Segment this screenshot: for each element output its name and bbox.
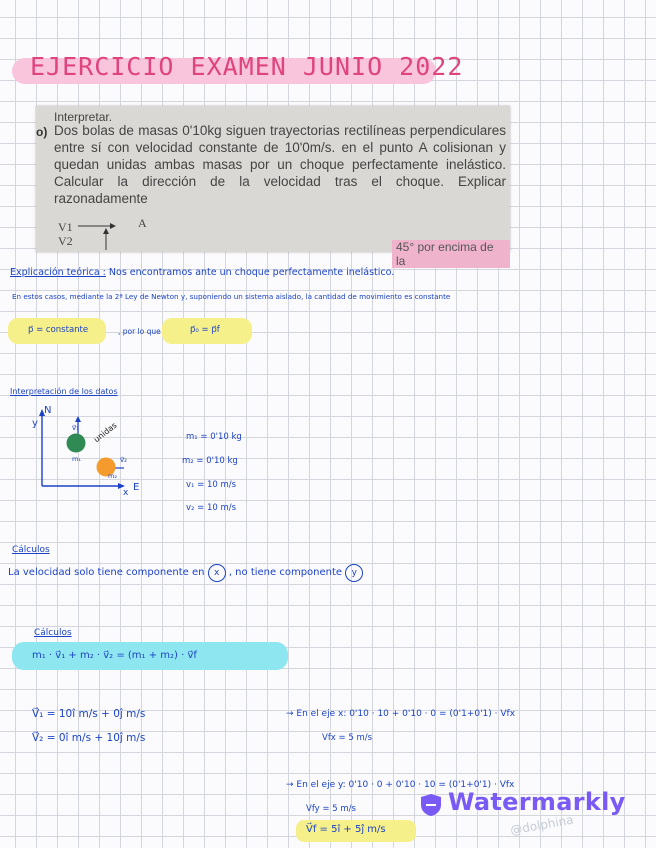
unidas-label: unidas — [92, 420, 119, 445]
explicacion-line1 — [10, 267, 394, 278]
calculos1-text-a: La velocidad solo tiene componente en — [8, 567, 205, 578]
ball-1 — [67, 434, 86, 453]
axis-x-label: x — [123, 488, 129, 498]
v1-label: v⃗₁ — [72, 424, 79, 432]
calculos2-label: Cálculos — [34, 628, 72, 638]
calculos1-label: Cálculos — [12, 545, 50, 555]
data-v1: v₁ = 10 m/s — [186, 480, 237, 490]
data-v2: v₂ = 10 m/s — [186, 503, 237, 513]
calculos1-line — [8, 564, 363, 582]
formula-connector: , por lo que — [118, 327, 161, 336]
data-m1: m₁ = 0'10 kg — [186, 432, 242, 442]
problem-heading: Interpretar. — [54, 110, 113, 124]
explicacion-text: Nos encontramos ante un choque perfectamente inelástico. — [108, 267, 395, 278]
vfx-result: Vfx = 5 m/s — [322, 733, 373, 743]
axis-e-label: E — [133, 482, 140, 493]
watermark-sub: @dolphina — [509, 812, 575, 838]
problem-arrows — [76, 218, 136, 252]
watermark-brand: Watermarkly — [448, 788, 626, 816]
problem-v1-label: V1 — [58, 220, 73, 234]
data-m2: m₂ = 0'10 kg — [182, 456, 238, 466]
axis-y-label: y — [32, 418, 38, 429]
final-velocity: V⃗f = 5î + 5ĵ m/s — [306, 824, 386, 835]
problem-marker: o) — [36, 125, 48, 139]
momentum-formula: m₁ · v⃗₁ + m₂ · v⃗₂ = (m₁ + m₂) · v⃗f — [32, 650, 197, 661]
axis-n-label: N — [44, 405, 52, 416]
explicacion-line2: En estos casos, mediante la 2ª Ley de Newton y, suponiendo un sistema aislado, la cantidad de movimiento es constante — [12, 292, 451, 301]
explicacion-label: Explicación teórica : — [10, 267, 106, 278]
eje-x-equation: → En el eje x: 0'10 · 10 + 0'10 · 0 = (0'1+0'1) · Vfx — [286, 709, 516, 719]
v1-vector: V⃗₁ = 10î m/s + 0ĵ m/s — [32, 708, 146, 720]
page-title: EJERCICIO EXAMEN JUNIO 2022 — [30, 52, 464, 81]
circle-y: y — [345, 564, 363, 582]
calculos1-text-b: , no tiene componente — [228, 567, 343, 578]
v2-label: v⃗₂ — [120, 456, 127, 464]
eje-y-equation: → En el eje y: 0'10 · 0 + 0'10 · 10 = (0'1+0'1) · Vfx — [286, 780, 515, 790]
problem-text: Dos bolas de masas 0'10kg siguen trayectorias rectilíneas perpendiculares entre sí con velocidad constante de 10'0m/s. en el punto A colisionan y quedan unidas ambas masas por un choque perfectamente inelástico. Calcular la dirección de la velocidad tras el choque. Explicar razonadamente — [54, 123, 506, 206]
problem-point-a: A — [138, 216, 147, 230]
formula1: p⃗ = constante — [28, 325, 89, 335]
v2-vector: V⃗₂ = 0î m/s + 10ĵ m/s — [32, 732, 146, 744]
interpretacion-label: Interpretación de los datos — [10, 387, 118, 396]
shield-icon — [420, 793, 442, 817]
formula2: p⃗₀ = p⃗f — [190, 325, 220, 335]
problem-photo — [36, 106, 510, 268]
m2-label: m₂ — [108, 472, 117, 480]
vfy-result: Vfy = 5 m/s — [306, 804, 356, 814]
m1-label: m₁ — [72, 455, 81, 463]
circle-x: x — [208, 564, 226, 582]
problem-v2-label: V2 — [58, 234, 73, 248]
problem-tail: 45° por encima de la — [392, 240, 510, 268]
